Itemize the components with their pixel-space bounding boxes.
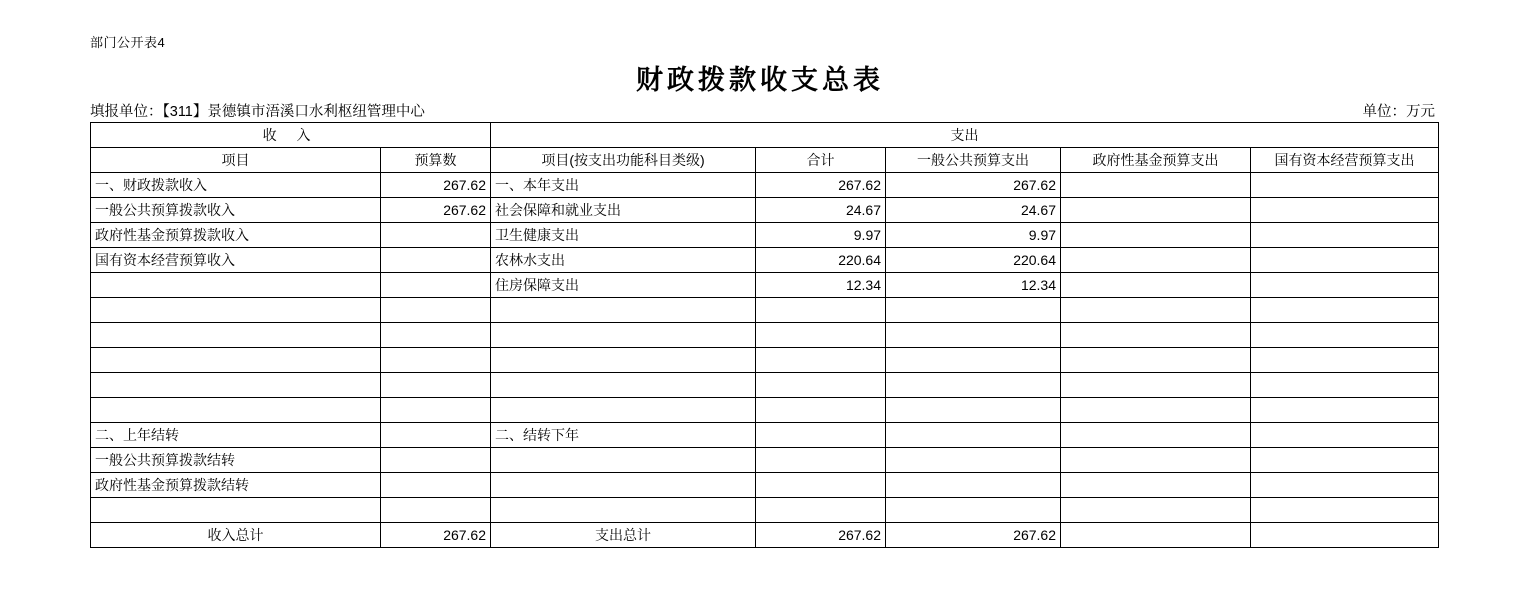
cell-exp-general bbox=[886, 498, 1061, 523]
cell-exp-general bbox=[886, 323, 1061, 348]
cell-exp-state-capital bbox=[1251, 198, 1439, 223]
cell-income-item: 国有资本经营预算收入 bbox=[91, 248, 381, 273]
cell-exp-item: 卫生健康支出 bbox=[491, 223, 756, 248]
cell-exp-total bbox=[756, 423, 886, 448]
table-total-row bbox=[91, 523, 1439, 548]
cell-exp-item: 二、结转下年 bbox=[491, 423, 756, 448]
cell-exp-total bbox=[756, 348, 886, 373]
cell-exp-general: 267.62 bbox=[886, 173, 1061, 198]
filler-unit-label: 填报单位：【311】景德镇市浯溪口水利枢纽管理中心 bbox=[90, 104, 425, 120]
cell-income-budget bbox=[381, 398, 491, 423]
cell-exp-gov-fund bbox=[1061, 248, 1251, 273]
total-exp-total: 267.62 bbox=[756, 523, 886, 548]
cell-income-budget bbox=[381, 373, 491, 398]
cell-income-budget bbox=[381, 323, 491, 348]
cell-exp-gov-fund bbox=[1061, 498, 1251, 523]
cell-exp-state-capital bbox=[1251, 423, 1439, 448]
cell-income-budget bbox=[381, 223, 491, 248]
cell-exp-gov-fund bbox=[1061, 323, 1251, 348]
cell-income-item: 一般公共预算拨款收入 bbox=[91, 198, 381, 223]
table-column-header-row bbox=[91, 148, 1439, 173]
cell-exp-state-capital bbox=[1251, 448, 1439, 473]
column-header-income-item: 项目 bbox=[91, 148, 381, 173]
total-income-label: 收入总计 bbox=[91, 523, 381, 548]
cell-exp-gov-fund bbox=[1061, 423, 1251, 448]
cell-exp-total: 9.97 bbox=[756, 223, 886, 248]
cell-exp-total: 267.62 bbox=[756, 173, 886, 198]
group-header-income: 收 入 bbox=[91, 123, 491, 148]
cell-income-budget bbox=[381, 448, 491, 473]
cell-income-item bbox=[91, 298, 381, 323]
cell-exp-state-capital bbox=[1251, 348, 1439, 373]
cell-income-item: 政府性基金预算拨款结转 bbox=[91, 473, 381, 498]
cell-exp-general bbox=[886, 448, 1061, 473]
table-row bbox=[91, 373, 1439, 398]
cell-exp-general bbox=[886, 348, 1061, 373]
cell-exp-item bbox=[491, 473, 756, 498]
table-group-header-row bbox=[91, 123, 1439, 148]
cell-exp-total: 24.67 bbox=[756, 198, 886, 223]
cell-exp-state-capital bbox=[1251, 223, 1439, 248]
cell-exp-state-capital bbox=[1251, 323, 1439, 348]
table-row bbox=[91, 223, 1439, 248]
cell-exp-item: 住房保障支出 bbox=[491, 273, 756, 298]
table-row bbox=[91, 498, 1439, 523]
cell-income-budget bbox=[381, 273, 491, 298]
cell-exp-state-capital bbox=[1251, 273, 1439, 298]
form-code: 部门公开表4 bbox=[90, 35, 166, 50]
cell-exp-item bbox=[491, 348, 756, 373]
budget-table bbox=[90, 122, 1439, 548]
cell-exp-gov-fund bbox=[1061, 473, 1251, 498]
cell-exp-item bbox=[491, 448, 756, 473]
cell-income-item: 二、上年结转 bbox=[91, 423, 381, 448]
cell-exp-total bbox=[756, 323, 886, 348]
cell-income-budget bbox=[381, 298, 491, 323]
cell-exp-gov-fund bbox=[1061, 373, 1251, 398]
cell-exp-total bbox=[756, 398, 886, 423]
cell-exp-general: 12.34 bbox=[886, 273, 1061, 298]
cell-exp-state-capital bbox=[1251, 173, 1439, 198]
table-row bbox=[91, 273, 1439, 298]
group-header-expenditure: 支出 bbox=[491, 123, 1439, 148]
table-row bbox=[91, 248, 1439, 273]
cell-income-item bbox=[91, 398, 381, 423]
cell-exp-total bbox=[756, 498, 886, 523]
cell-exp-gov-fund bbox=[1061, 273, 1251, 298]
cell-exp-gov-fund bbox=[1061, 173, 1251, 198]
cell-income-budget bbox=[381, 248, 491, 273]
page-title: 财政拨款收支总表 bbox=[636, 65, 884, 95]
table-row bbox=[91, 473, 1439, 498]
cell-exp-gov-fund bbox=[1061, 398, 1251, 423]
cell-income-budget: 267.62 bbox=[381, 198, 491, 223]
total-exp-state-capital bbox=[1251, 523, 1439, 548]
cell-income-item bbox=[91, 373, 381, 398]
total-exp-general: 267.62 bbox=[886, 523, 1061, 548]
total-exp-label: 支出总计 bbox=[491, 523, 756, 548]
cell-income-budget bbox=[381, 473, 491, 498]
table-row bbox=[91, 323, 1439, 348]
cell-exp-item bbox=[491, 323, 756, 348]
cell-exp-item: 农林水支出 bbox=[491, 248, 756, 273]
cell-income-item bbox=[91, 273, 381, 298]
column-header-income-budget: 预算数 bbox=[381, 148, 491, 173]
cell-exp-item: 社会保障和就业支出 bbox=[491, 198, 756, 223]
table-row bbox=[91, 398, 1439, 423]
cell-income-item bbox=[91, 348, 381, 373]
cell-exp-total bbox=[756, 473, 886, 498]
cell-exp-state-capital bbox=[1251, 298, 1439, 323]
cell-exp-item bbox=[491, 398, 756, 423]
cell-exp-gov-fund bbox=[1061, 348, 1251, 373]
cell-income-item bbox=[91, 498, 381, 523]
table-row bbox=[91, 298, 1439, 323]
total-income-value: 267.62 bbox=[381, 523, 491, 548]
cell-exp-item bbox=[491, 373, 756, 398]
cell-exp-total bbox=[756, 298, 886, 323]
cell-exp-general bbox=[886, 298, 1061, 323]
column-header-exp-gov-fund: 政府性基金预算支出 bbox=[1061, 148, 1251, 173]
column-header-exp-total: 合计 bbox=[756, 148, 886, 173]
cell-income-budget: 267.62 bbox=[381, 173, 491, 198]
cell-exp-gov-fund bbox=[1061, 223, 1251, 248]
cell-exp-general bbox=[886, 398, 1061, 423]
cell-exp-total bbox=[756, 448, 886, 473]
cell-income-budget bbox=[381, 348, 491, 373]
table-row bbox=[91, 448, 1439, 473]
cell-exp-state-capital bbox=[1251, 248, 1439, 273]
cell-exp-general bbox=[886, 373, 1061, 398]
cell-exp-total: 220.64 bbox=[756, 248, 886, 273]
amount-unit-label: 单位：万元 bbox=[1362, 104, 1435, 120]
cell-income-item: 一、财政拨款收入 bbox=[91, 173, 381, 198]
cell-exp-general bbox=[886, 473, 1061, 498]
cell-exp-general: 24.67 bbox=[886, 198, 1061, 223]
cell-income-item: 政府性基金预算拨款收入 bbox=[91, 223, 381, 248]
cell-exp-item bbox=[491, 498, 756, 523]
cell-exp-gov-fund bbox=[1061, 198, 1251, 223]
cell-exp-general bbox=[886, 423, 1061, 448]
column-header-exp-state-capital: 国有资本经营预算支出 bbox=[1251, 148, 1439, 173]
cell-income-budget bbox=[381, 423, 491, 448]
cell-exp-item bbox=[491, 298, 756, 323]
cell-income-budget bbox=[381, 498, 491, 523]
cell-exp-state-capital bbox=[1251, 473, 1439, 498]
table-row bbox=[91, 173, 1439, 198]
cell-exp-general: 220.64 bbox=[886, 248, 1061, 273]
table-row bbox=[91, 198, 1439, 223]
cell-income-item bbox=[91, 323, 381, 348]
cell-exp-gov-fund bbox=[1061, 448, 1251, 473]
cell-exp-state-capital bbox=[1251, 498, 1439, 523]
total-exp-gov-fund bbox=[1061, 523, 1251, 548]
column-header-exp-item: 项目(按支出功能科目类级) bbox=[491, 148, 756, 173]
cell-exp-total bbox=[756, 373, 886, 398]
cell-exp-state-capital bbox=[1251, 398, 1439, 423]
cell-exp-total: 12.34 bbox=[756, 273, 886, 298]
cell-exp-gov-fund bbox=[1061, 298, 1251, 323]
cell-income-item: 一般公共预算拨款结转 bbox=[91, 448, 381, 473]
cell-exp-general: 9.97 bbox=[886, 223, 1061, 248]
column-header-exp-general: 一般公共预算支出 bbox=[886, 148, 1061, 173]
table-row bbox=[91, 423, 1439, 448]
cell-exp-state-capital bbox=[1251, 373, 1439, 398]
table-row bbox=[91, 348, 1439, 373]
cell-exp-item: 一、本年支出 bbox=[491, 173, 756, 198]
